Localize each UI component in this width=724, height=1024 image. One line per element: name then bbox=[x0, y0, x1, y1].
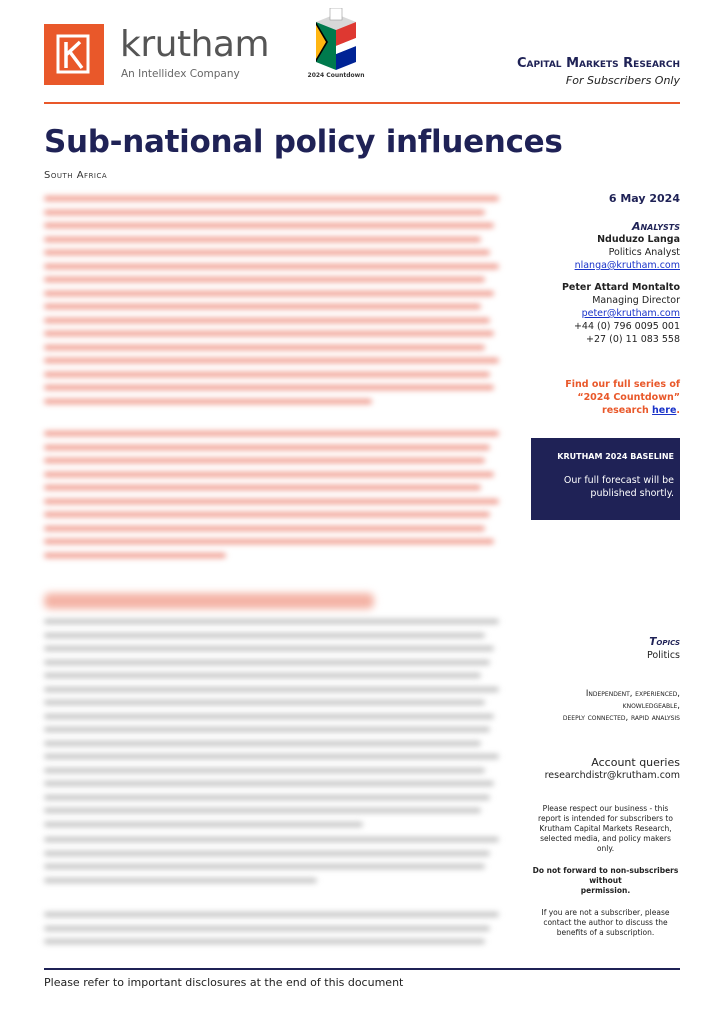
analyst-phone: +27 (0) 11 083 558 bbox=[586, 334, 680, 345]
analyst-role: Managing Director bbox=[592, 295, 680, 306]
tagline-line: Independent, experienced, bbox=[585, 689, 680, 699]
footer-divider bbox=[44, 968, 680, 970]
account-block bbox=[545, 756, 680, 782]
topics-value: Politics bbox=[646, 650, 680, 661]
analyst-name: Nduduzo Langa bbox=[597, 234, 680, 245]
notice-line: without bbox=[589, 876, 622, 885]
notice-subscribe: If you are not a subscriber, please contact the author to discuss the benefits of a subscription. bbox=[541, 908, 670, 937]
account-email[interactable]: researchdistr@krutham.com bbox=[544, 770, 680, 781]
blurred-paragraph-4 bbox=[44, 837, 499, 891]
page-title: Sub-national policy influences bbox=[44, 124, 563, 160]
section-subtitle: For Subscribers Only bbox=[565, 74, 680, 87]
header-divider bbox=[44, 102, 680, 104]
report-date: 6 May 2024 bbox=[608, 192, 680, 205]
baseline-box bbox=[531, 438, 680, 520]
analyst-role: Politics Analyst bbox=[608, 247, 680, 258]
baseline-title: KRUTHAM 2024 BASELINE bbox=[557, 452, 674, 461]
brand-name: krutham bbox=[120, 24, 270, 65]
notice-do-not-forward bbox=[531, 866, 680, 896]
brand-subtitle: An Intellidex Company bbox=[121, 68, 240, 80]
region-label: South Africa bbox=[44, 170, 108, 181]
tagline bbox=[563, 688, 680, 724]
tagline-line: knowledgeable, bbox=[622, 701, 680, 711]
footer-disclosure: Please refer to important disclosures at the end of this document bbox=[44, 976, 404, 989]
analyst-phone: +44 (0) 796 0095 001 bbox=[573, 321, 680, 332]
analyst-email-link[interactable]: nlanga@krutham.com bbox=[574, 260, 680, 271]
tagline-line: deeply connected, rapid analysis bbox=[562, 713, 680, 723]
notice-line: permission. bbox=[580, 886, 631, 895]
topics-label: Topics bbox=[649, 636, 680, 648]
analyst-name: Peter Attard Montalto bbox=[561, 282, 680, 293]
analyst-block-2 bbox=[562, 281, 680, 346]
analysts-label: Analysts bbox=[631, 220, 680, 233]
notice-respect: Please respect our business - this report is intended for subscribers to Krutham Capital Markets Research, selected media, and policy makers only. bbox=[538, 804, 673, 853]
blurred-heading bbox=[44, 593, 374, 609]
baseline-text: Our full forecast will be published shortly. bbox=[563, 475, 674, 499]
notice-line: Do not forward to non-subscribers bbox=[532, 866, 679, 875]
krutham-logo bbox=[44, 24, 104, 85]
series-note: Find our full series of “2024 Countdown” research here. bbox=[565, 379, 680, 416]
blurred-paragraph-1 bbox=[44, 196, 499, 412]
series-here-link[interactable]: here bbox=[652, 405, 677, 416]
analysts-block bbox=[575, 220, 680, 272]
analyst-email-link[interactable]: peter@krutham.com bbox=[581, 308, 680, 319]
blurred-paragraph-3 bbox=[44, 619, 499, 835]
account-label: Account queries bbox=[591, 756, 680, 769]
topics-block bbox=[647, 636, 680, 662]
section-title: Capital Markets Research bbox=[516, 56, 680, 71]
blurred-paragraph-5 bbox=[44, 912, 499, 953]
series-note-text: Find our full series of “2024 Countdown” research bbox=[565, 379, 680, 416]
countdown-label: 2024 Countdown bbox=[307, 72, 365, 79]
blurred-paragraph-2 bbox=[44, 431, 499, 566]
k-logo-icon bbox=[44, 24, 104, 85]
